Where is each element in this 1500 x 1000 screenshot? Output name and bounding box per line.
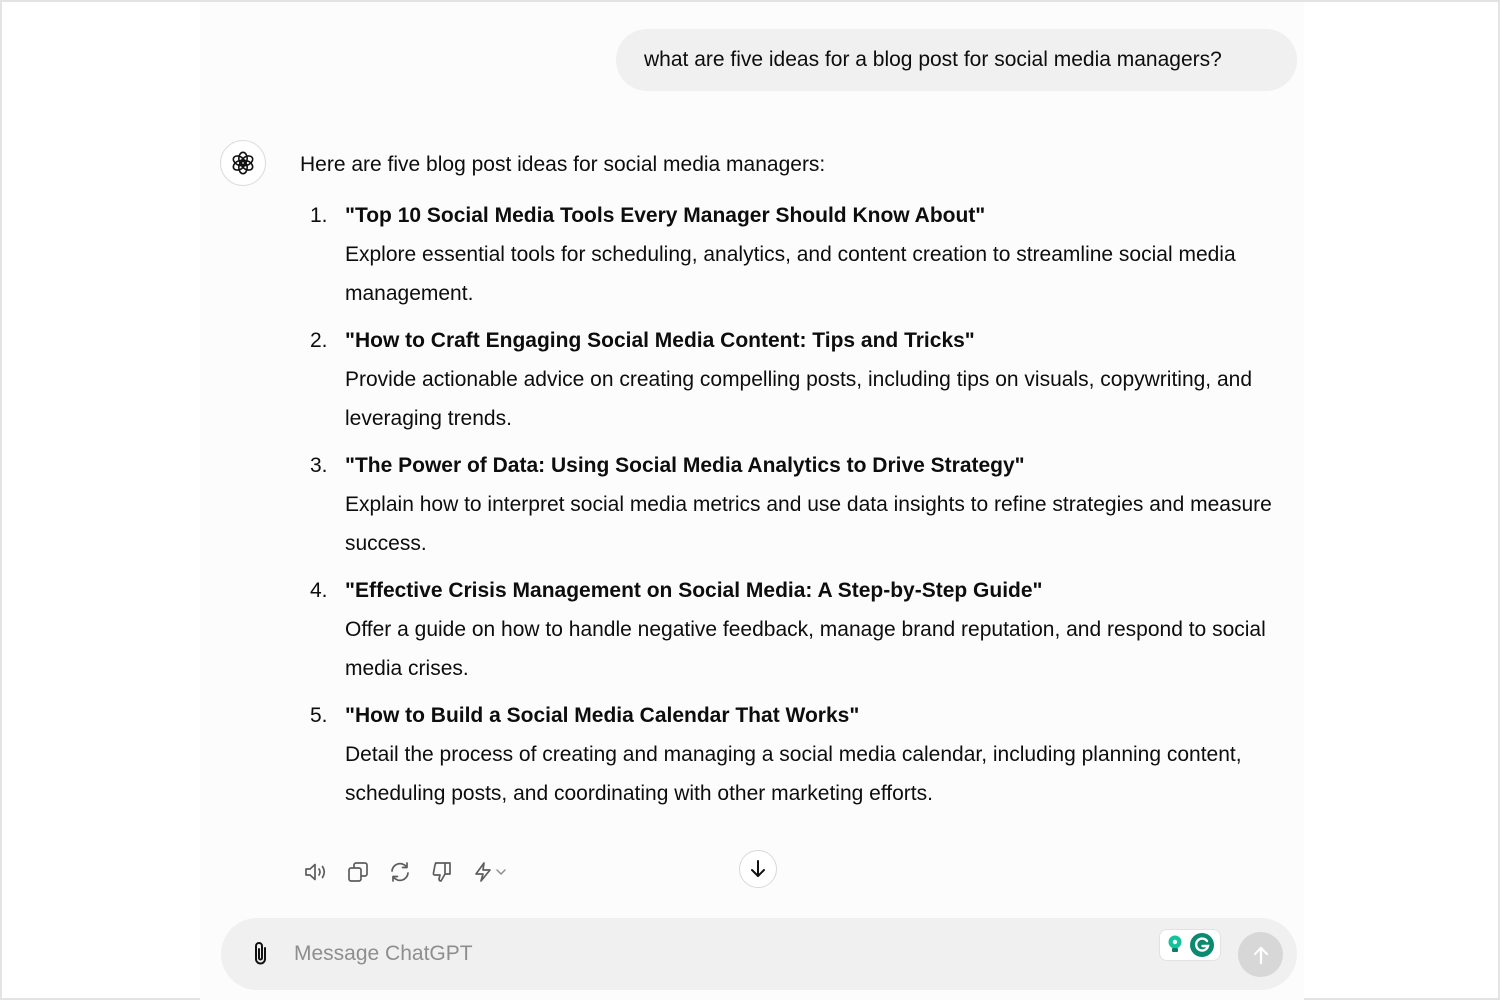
openai-logo-icon bbox=[230, 150, 256, 176]
list-item bbox=[300, 699, 1300, 813]
list-item bbox=[300, 449, 1300, 563]
switch-model-button[interactable] bbox=[468, 856, 512, 888]
idea-list bbox=[300, 199, 1300, 813]
list-item-description: Provide actionable advice on creating compelling posts, including tips on visuals, copywriting, and leveraging trends. bbox=[345, 368, 1253, 430]
grammarly-widget[interactable] bbox=[1159, 929, 1221, 961]
list-item-number: 4. bbox=[310, 579, 328, 602]
list-item bbox=[300, 324, 1300, 438]
chevron-down-icon bbox=[494, 860, 508, 884]
list-item-number: 1. bbox=[310, 204, 328, 227]
message-composer bbox=[221, 918, 1297, 990]
paperclip-icon bbox=[248, 939, 274, 969]
arrow-up-icon bbox=[1250, 944, 1272, 966]
list-item bbox=[300, 199, 1300, 313]
lightning-icon bbox=[472, 860, 494, 884]
list-item-title: "Effective Crisis Management on Social Media: A Step-by-Step Guide" bbox=[345, 579, 1043, 602]
lightbulb-icon bbox=[1165, 934, 1185, 956]
list-item-description: Offer a guide on how to handle negative feedback, manage brand reputation, and respond to social media crises. bbox=[345, 618, 1266, 680]
thumbs-down-icon bbox=[430, 860, 454, 884]
list-item-title: "How to Craft Engaging Social Media Content: Tips and Tricks" bbox=[345, 329, 975, 352]
list-item-description: Explain how to interpret social media metrics and use data insights to refine strategies and measure success. bbox=[345, 493, 1272, 555]
arrow-down-icon bbox=[747, 858, 769, 880]
copy-icon bbox=[346, 860, 370, 884]
send-button[interactable] bbox=[1238, 932, 1283, 977]
list-item-number: 5. bbox=[310, 704, 328, 727]
assistant-message bbox=[300, 148, 1300, 824]
list-item-description: Detail the process of creating and managing a social media calendar, including planning content, scheduling posts, and coordinating with other marketing efforts. bbox=[345, 743, 1242, 805]
attach-file-button[interactable] bbox=[245, 938, 277, 970]
message-action-bar bbox=[300, 855, 512, 889]
thumbs-down-button[interactable] bbox=[426, 856, 458, 888]
assistant-intro: Here are five blog post ideas for social media managers: bbox=[300, 153, 826, 176]
user-message-text: what are five ideas for a blog post for social media managers? bbox=[644, 48, 1222, 71]
list-item-title: "Top 10 Social Media Tools Every Manager Should Know About" bbox=[345, 204, 986, 227]
assistant-avatar bbox=[220, 140, 266, 186]
user-message-bubble bbox=[616, 29, 1297, 91]
speaker-icon bbox=[303, 860, 329, 884]
regenerate-button[interactable] bbox=[384, 856, 416, 888]
list-item-number: 3. bbox=[310, 454, 328, 477]
list-item-number: 2. bbox=[310, 329, 328, 352]
read-aloud-button[interactable] bbox=[300, 856, 332, 888]
copy-button[interactable] bbox=[342, 856, 374, 888]
regenerate-icon bbox=[388, 860, 412, 884]
grammarly-icon bbox=[1189, 932, 1215, 958]
list-item-title: "How to Build a Social Media Calendar That Works" bbox=[345, 704, 860, 727]
list-item bbox=[300, 574, 1300, 688]
scroll-to-bottom-button[interactable] bbox=[739, 850, 777, 888]
message-input[interactable] bbox=[294, 934, 1144, 974]
list-item-description: Explore essential tools for scheduling, analytics, and content creation to streamline social media management. bbox=[345, 243, 1236, 305]
list-item-title: "The Power of Data: Using Social Media Analytics to Drive Strategy" bbox=[345, 454, 1025, 477]
